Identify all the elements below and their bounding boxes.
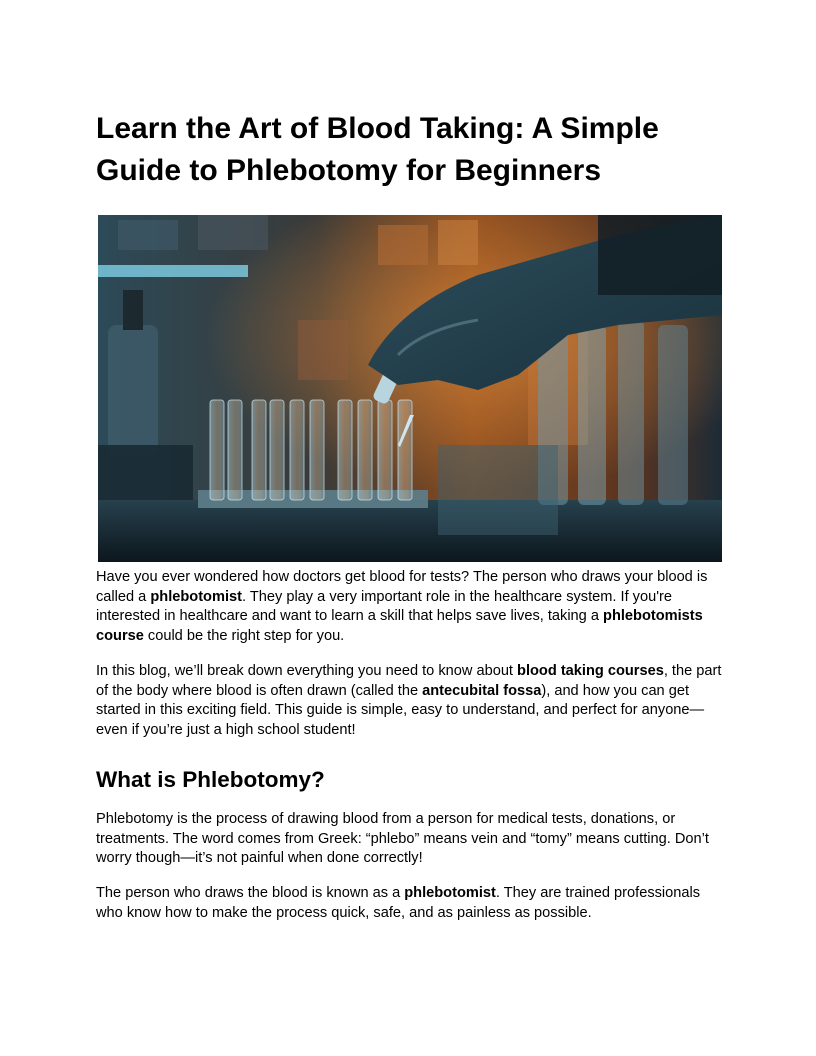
lab-photo — [98, 215, 722, 562]
title-line-1: Learn the Art of Blood Taking: A Simple — [96, 112, 659, 145]
phlebotomists-course-term: phlebotomists course — [96, 608, 703, 644]
overview-text-3: ), and how you can get started in this exciting field. This guide is simple, easy to understand, and perfect for anyone—even if you’re just a high school student! — [96, 682, 705, 738]
intro-paragraph — [96, 568, 726, 646]
definition-paragraph: Phlebotomy is the process of drawing blood from a person for medical tests, donations, or treatments. The word comes from Greek: “phlebo” means vein and “tomy” means cutting. Don’t worry though—it’s not painful when done correctly! — [96, 811, 709, 866]
phlebotomist-text-2: . They are trained professionals who know how to make the process quick, safe, and as painless as possible. — [96, 885, 701, 921]
antecubital-fossa-term: antecubital fossa — [422, 682, 542, 699]
intro-text-2: . They play a very important role in the healthcare system. If you're interested in healthcare and want to learn a skill that helps save lives, taking a — [96, 588, 672, 624]
intro-text-1: Have you ever wondered how doctors get blood for tests? The person who draws your blood is called a — [96, 569, 708, 605]
page-title — [96, 108, 736, 192]
section-heading: What is Phlebotomy? — [96, 767, 325, 792]
intro-text-3: could be the right step for you. — [143, 627, 345, 644]
blood-taking-courses-term: blood taking courses — [517, 663, 664, 679]
phlebotomist-text-1: The person who draws the blood is known as a — [96, 885, 405, 901]
phlebotomist-term-2: phlebotomist — [404, 885, 496, 901]
overview-text-1: In this blog, we’ll break down everything you need to know about — [96, 663, 518, 679]
phlebotomist-term: phlebotomist — [150, 588, 242, 605]
phlebotomist-paragraph — [96, 884, 726, 923]
overview-text-2: , the part of the body where blood is often drawn (called the — [96, 663, 722, 699]
title-line-2: Guide to Phlebotomy for Beginners — [96, 154, 602, 187]
blog-overview-paragraph — [96, 662, 726, 740]
